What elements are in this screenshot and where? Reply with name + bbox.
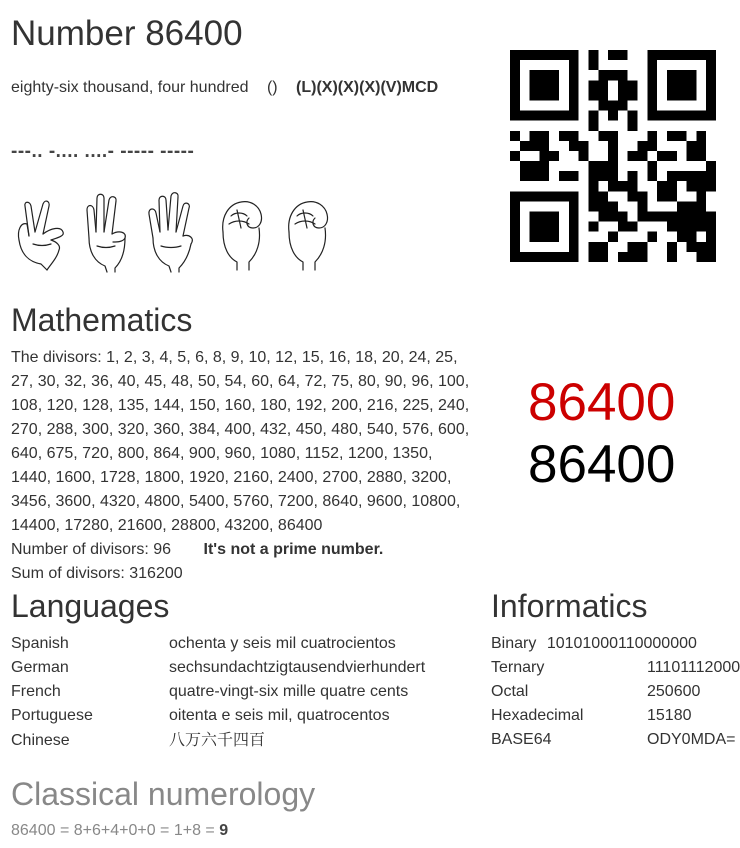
divisors-line: The divisors: 1, 2, 3, 4, 5, 6, 8, 9, 10, 12, 15, 16, 18, 20, 24, 25, bbox=[11, 349, 458, 366]
info-label: Hexadecimal bbox=[491, 707, 584, 724]
prime-status: It's not a prime number. bbox=[203, 541, 384, 558]
sign-language-hands bbox=[11, 192, 331, 272]
section-heading-informatics: Informatics bbox=[491, 588, 648, 624]
info-label: Ternary bbox=[491, 659, 545, 676]
language-row bbox=[11, 728, 425, 753]
info-label: Binary bbox=[491, 635, 537, 652]
number-display-black: 86400 bbox=[528, 435, 676, 494]
number-in-words bbox=[11, 78, 438, 98]
english-words: eighty-six thousand, four hundred bbox=[11, 79, 249, 96]
language-translation: ochenta y seis mil cuatrocientos bbox=[169, 635, 396, 652]
divisor-count: Number of divisors: 96 bbox=[11, 541, 172, 558]
language-translation: 八万六千四百 bbox=[169, 730, 266, 749]
section-heading-numerology: Classical numerology bbox=[11, 776, 316, 812]
info-value: ODY0MDA= bbox=[647, 731, 736, 748]
informatics-table bbox=[491, 632, 740, 752]
hand-sign-4-icon bbox=[149, 193, 192, 272]
info-row bbox=[491, 704, 716, 728]
info-row bbox=[491, 680, 716, 704]
section-heading-languages: Languages bbox=[11, 588, 170, 624]
divisors-line: 14400, 17280, 21600, 28800, 43200, 86400 bbox=[11, 517, 323, 534]
language-name: French bbox=[11, 683, 61, 700]
divisor-sum: Sum of divisors: 316200 bbox=[11, 565, 183, 582]
numerology-result: 9 bbox=[219, 822, 229, 839]
language-name: Portuguese bbox=[11, 707, 93, 724]
divisors-line: 1440, 1600, 1728, 1800, 1920, 2160, 2400, 2700, 2880, 3200, bbox=[11, 469, 452, 486]
language-translation: quatre-vingt-six mille quatre cents bbox=[169, 683, 409, 700]
info-value: 10101000110000000 bbox=[546, 635, 697, 652]
info-row-binary bbox=[491, 632, 716, 656]
language-translation: oitenta e seis mil, quatrocentos bbox=[169, 707, 390, 724]
hand-sign-8-icon bbox=[18, 201, 63, 270]
numerology-sum: 86400 = 8+6+4+0+0 = 1+8 = bbox=[11, 822, 220, 839]
languages-table bbox=[11, 632, 425, 753]
language-name: Spanish bbox=[11, 635, 69, 652]
info-value: 250600 bbox=[647, 683, 701, 700]
language-name: Chinese bbox=[11, 732, 70, 749]
language-name: German bbox=[11, 659, 69, 676]
roman-numeral: (L)(X)(X)(X)(V)MCD bbox=[296, 79, 439, 96]
qr-code-icon bbox=[510, 50, 716, 262]
divisors-line: 640, 675, 720, 800, 864, 900, 960, 1080, 1152, 1200, 1350, bbox=[11, 445, 433, 462]
language-row bbox=[11, 680, 425, 704]
morse-code: ---.. -.... ....- ----- ----- bbox=[11, 141, 195, 162]
divisor-count-row bbox=[11, 538, 481, 562]
divisors-line: 108, 120, 128, 135, 144, 150, 160, 180, 192, 200, 216, 225, 240, bbox=[11, 397, 470, 414]
numerology-equation bbox=[11, 820, 228, 842]
divisors-line: 27, 30, 32, 36, 40, 45, 48, 50, 54, 60, 64, 72, 75, 80, 90, 96, 100, bbox=[11, 373, 470, 390]
info-label: Octal bbox=[491, 683, 529, 700]
page-title: Number 86400 bbox=[11, 14, 243, 53]
info-value: 11101112000 bbox=[647, 659, 740, 676]
hand-sign-0-icon bbox=[289, 202, 328, 270]
info-row bbox=[491, 656, 740, 680]
hand-sign-0-icon bbox=[223, 202, 262, 270]
divisors-line: 3456, 3600, 4320, 4800, 5400, 5760, 7200, 8640, 9600, 10800, bbox=[11, 493, 461, 510]
hand-sign-6-icon bbox=[87, 194, 125, 272]
number-display-red: 86400 bbox=[528, 373, 676, 432]
divisors-line: 270, 288, 300, 320, 360, 384, 400, 432, 450, 480, 540, 576, 600, bbox=[11, 421, 470, 438]
divisors-block bbox=[11, 346, 481, 586]
parenthesis: () bbox=[266, 79, 278, 96]
section-heading-mathematics: Mathematics bbox=[11, 302, 193, 338]
info-label: BASE64 bbox=[491, 731, 552, 748]
language-row bbox=[11, 632, 425, 656]
language-translation: sechsundachtzigtausendvierhundert bbox=[169, 659, 426, 676]
language-row bbox=[11, 704, 425, 728]
info-row bbox=[491, 728, 736, 752]
language-row bbox=[11, 656, 425, 680]
info-value: 15180 bbox=[647, 707, 692, 724]
